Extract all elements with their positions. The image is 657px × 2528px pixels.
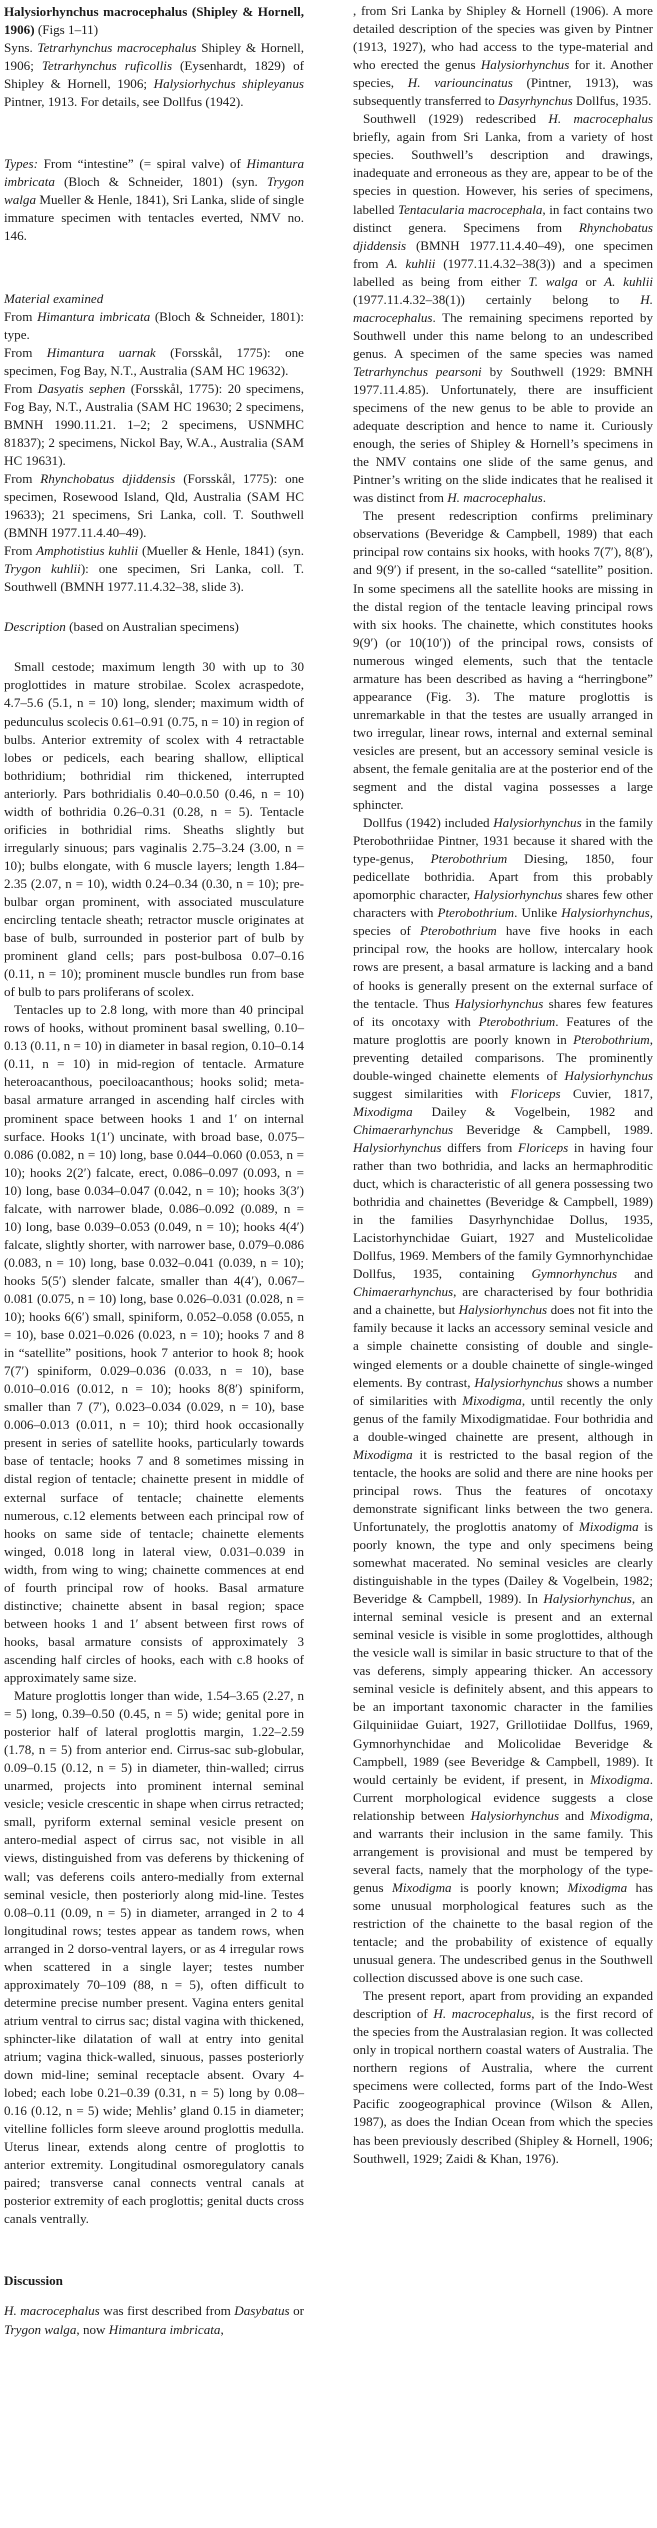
discussion-text: , species of (353, 905, 653, 939)
spacer (4, 636, 304, 658)
synonym-name: Tetrarhynchus ruficollis (41, 58, 173, 74)
discussion-text: The present report, apart from providing an expanded description of (353, 1988, 653, 2022)
species-name: A. kuhlii (386, 255, 436, 271)
species-name: H. macrocephalus (447, 490, 543, 506)
genus-name: Halysiorhynchus (493, 815, 582, 831)
discussion-paragraph-1-continued (353, 2, 653, 110)
discussion-text: shows a number of similarities with (353, 1374, 654, 1408)
genus-name: Pterobothrium (420, 923, 497, 939)
left-column (4, 0, 304, 2528)
genus-name: Gymnorhynchus (531, 1266, 618, 1282)
discussion-text: . Features of the mature proglottis are poorly known in (353, 1013, 653, 1047)
discussion-text: , is the first record of the species from the Australasian region. It was collected only in tropical northern coastal waters of Australia. The northern regions of Australia, where the current specimens were collected, forms part of the Indo-West Pacific zoogeographical province (Wilson & Allen, 1987), as does the Indian Ocean from which the species has been previously described (Shipley & Hornell, 1906; Southwell, 1929; Zaidi & Khan, 1976). (353, 2006, 653, 2166)
discussion-text: differs from (441, 1139, 519, 1155)
description-note: (based on Australian specimens) (65, 619, 239, 635)
species-name: Halysiorhynchus macrocephalus (Shipley & Hornell, 1906) (4, 4, 304, 38)
synonyms-paragraph (4, 39, 304, 111)
genus-name: Halysiorhynchus (561, 905, 650, 921)
discussion-text: . The remaining specimens reported by Southwell under this name belong to an undescribed genus. A specimen of the same species was named (353, 309, 653, 361)
discussion-paragraph-3: The present redescription confirms preliminary observations (Beveridge & Campbell, 1989) that each principal row contains six hooks, with hooks 7(7′), 8(8′), and 9(9′) if present, in the so-called “satellite” position. In some specimens all the satellite hooks are missing in the distal region of the tentacle leaving principal rows with six hooks. The chainette, which constitutes hooks 9(9′) (or 10(10′)) of the principal rows, consists of numerous winged elements, such that the tentacle armature has been described as having a “herringbone” appearance (Fig. 3). The mature proglottis is unremarkable in that the testes are usually arranged in two irregular, linear rows, internal and external seminal vesicles are present, but an accessory seminal vesicle is absent, the female genitalia are at the posterior end of the segment and the distal vagina possesses a large sphincter. (353, 508, 653, 813)
species-name: H. macrocephalus (433, 2006, 532, 2022)
discussion-heading: Discussion (4, 2273, 63, 2289)
species-name: T. walga (528, 273, 578, 289)
genus-name: Halysiorhynchus (473, 887, 563, 903)
description-label: Description (4, 619, 66, 635)
discussion-text: or (577, 273, 605, 289)
discussion-paragraph-5 (353, 1987, 653, 2167)
material-entry (4, 542, 304, 596)
material-entry (4, 344, 304, 380)
genus-name: Halysiorhynchus (564, 1067, 653, 1083)
genus-name: Mixodigma (590, 1807, 650, 1823)
discussion-text: Beveridge & Campbell, 1989. (453, 1121, 653, 1137)
discussion-text: briefly, again from Sri Lanka, from a variety of host species. Southwell’s description and drawings, inadequate and erroneous as they are, appear to be of the species in question. However, his series of specimens, labelled (353, 129, 653, 217)
discussion-text: and (559, 1807, 591, 1823)
species-name: Himantura imbricata (108, 2321, 221, 2337)
species-name: A. kuhlii (604, 273, 653, 289)
genus-name: Chimaerarhynchus (353, 1284, 454, 1300)
discussion-text: Cuvier, 1817, (560, 1085, 653, 1101)
discussion-text: . (542, 490, 547, 506)
entry-text: From (4, 344, 47, 360)
genus-name: Floriceps (510, 1085, 561, 1101)
description-paragraph-tentacles: Tentacles up to 2.8 long, with more than 40 principal rows of hooks, without prominent basal swelling, 0.10–0.13 (0.11, n = 10) in diameter in basal region, 0.10–0.14 (0.11, n = 10) in mid-region of tentacle. Armature heteroacanthous, poeciloacanthous; hooks solid; meta-basal armature arranged in ascending half circles with prominent space between hooks 1 and 1′ on internal surface. Hooks 1(1′) uncinate, with broad base, 0.075–0.086 (0.082, n = 10) long, base 0.044–0.060 (0.053, n = 10); hooks 2(2′) falcate, erect, 0.086–0.097 (0.093, n = 10) long, base 0.034–0.047 (0.042, n = 10); hooks 3(3′) falcate, with narrower blade, 0.086–0.092 (0.089, n = 10) long, base 0.039–0.053 (0.049, n = 10); hooks 4(4′) falcate, slightly shorter, with narrower base, 0.079–0.086 (0.083, n = 10) long, base 0.032–0.041 (0.039, n = 10); hooks 5(5′) slender falcate, smaller than 4(4′), 0.067–0.081 (0.075, n = 10) long, base 0.026–0.031 (0.028, n = 10); hooks 6(6′) small, spiniform, 0.052–0.058 (0.055, n = 10), base 0.021–0.026 (0.023, n = 10); hooks 7 and 8 in “satellite” positions, hook 7 anterior to hook 8; hook 7(7′) spiniform, 0.029–0.036 (0.033, n = 10), base 0.010–0.016 (0.012, n = 10); hooks 8(8′) spiniform, smaller than 7 (7′), 0.023–0.034 (0.029, n = 10), base 0.006–0.013 (0.011, n = 10); third hook occasionally present in series of satellite hooks, particularly towards base of tentacle; hooks 7 and 8 sometimes missing in distal region of tentacle; chainette present in middle of external surface of tentacle; chainette elements numerous, c.12 elements between each principal row of hooks on same side of tentacle; chainette elements winged, 0.018 long in lateral view, 0.031–0.039 in width, from wing to wing; chainette commences at end of fourth principal row of hooks. Basal armature distinctive; chainette absent in basal region; space between hooks 1 and 1′ absent between first rows of hooks, basal armature consists of approximately 3 ascending half circles of hooks, each with c.8 hooks of approximately same size. (4, 1002, 304, 1685)
discussion-text: it is restricted to the basal region of the tentacle, the hooks are solid and there are nine hooks per principal rows. Thus the features of oncotaxy demonstrate significant links between the two genera. Unfortunately, the proglottis anatomy of (353, 1446, 653, 1534)
species-name: H. macrocephalus (548, 111, 653, 127)
discussion-text: was first described from (99, 2303, 235, 2319)
synonym-text: (Eysenhardt, 1829) of Shipley & Hornell, 1906; (4, 58, 305, 92)
description-paragraph-proglottis: Mature proglottis longer than wide, 1.54–3.65 (2.27, n = 5) long, 0.39–0.50 (0.45, n = 5) wide; genital pore in posterior half of lateral proglottis margin, 1.22–2.59 (1.78, n = 5) from anterior end. Cirrus-sac sub-globular, 0.09–0.15 (0.12, n = 5) in diameter, thin-walled; cirrus unarmed, projects into prominent internal seminal vesicle; vesicle crescentic in shape when cirrus retracted; small, pyriform external seminal vesicle present on antero-medial aspect of cirrus sac, not visible in all views, distinguished from vas deferens by thickening of wall; vas deferens coils antero-medially from external seminal vesicle, then posteriorly along mid-line. Testes 0.08–0.11 (0.09, n = 5) in diameter, arranged in 2 to 4 longitudinal rows; testes appear as tandem rows, when arranged in 2 dorso-ventral layers, or as 4 irregular rows when scattered in a single layer; testes number approximately 70–109 (88, n = 5), often difficult to determine precise number present. Vagina enters genital atrium ventral to cirrus sac; distal vagina with thickened, sphincter-like dilatation of wall at entry into genital atrium; vagina thick-walled, sinuous, passes posteriorly down mid-line; seminal receptacle absent. Ovary 4-lobed; each lobe 0.21–0.39 (0.31, n = 5) long by 0.08–0.16 (0.12, n = 5) wide; Mehlis’ gland 0.15 in diameter; vitelline follicles form sleeve around proglottis medulla. Uterus linear, extends along centre of proglottis to anterior extremity. Longitudinal osmoregulatory canals paired; transverse canal connects ventral canals at posterior extremity of each proglottis; genital ducts cross canals ventrally. (4, 1688, 304, 2227)
genus-name: Pterobothrium (430, 851, 508, 867)
genus-name: Halysiorhynchus (474, 1374, 563, 1390)
genus-name: Dasybatus (234, 2303, 290, 2319)
genus-name: Halysiorhynchus (480, 57, 570, 73)
discussion-text: . Current morphological evidence suggests a close relationship between (353, 1771, 653, 1823)
discussion-text: , now (76, 2321, 109, 2337)
description-paragraph-scolex: Small cestode; maximum length 30 with up to 30 proglottides in mature strobilae. Scolex acraspedote, 4.7–5.6 (5.1, n = 10) long, slender; maximum width of pedunculus scolecis 0.61–0.91 (0.75, n = 10) in region of bulbs. Anterior extremity of scolex with 4 retractable lobes or pedicels, each bearing shallow, elliptical bothridium; bothridial rim thickened, interrupted anteriorly. Pars bothridialis 0.40–0.0.50 (0.46, n = 10) width of bothridia 0.26–0.31 (0.28, n = 5). Tentacle orificies in bothridial rims. Sheaths slightly but irregularly sinuous; pars vaginalis 2.75–3.24 (3.00, n = 10); bulbs elongate, with 6 muscle layers; length 1.84–2.35 (2.07, n = 10), width 0.24–0.34 (0.30, n = 10); pre-bulbar organ prominent, with associated musculature encircling tentacle sheath; retractor muscle originates at base of bulb, surrounded in posterior part of bulb by prominent gland cells; pars post-bulbosa 0.07–0.16 (0.11, n = 10); prominent muscle bundles run from base of bulb to pars proliferans of scolex. (4, 659, 304, 1000)
species-name: Tetrarhynchus pearsoni (353, 363, 482, 379)
synonym-text: Shipley & Hornell, 1906; (4, 40, 304, 74)
entry-text: (Forsskål, 1775): one specimen, Fog Bay, N.T., Australia (SAM HC 19632). (4, 344, 304, 378)
right-column (339, 0, 653, 2528)
discussion-text: , and warrants their inclusion in the same family. This arrangement is provisional and must be tempered by several facts, namely that the morphology of the type-genus (353, 1807, 653, 1895)
discussion-text: shares few features of its oncotaxy with (353, 995, 654, 1029)
material-heading: Material examined (4, 290, 104, 306)
spacer (4, 596, 304, 618)
genus-name: Mixodigma (391, 1879, 452, 1895)
genus-name: Mixodigma (567, 1879, 628, 1895)
species-name: H. macrocephalus (4, 2303, 100, 2319)
entry-text: (Forsskål, 1775): one specimen, Rosewood Island, Qld, Australia (SAM HC 19633); 21 specimens, Sri Lanka, coll. T. Southwell (BMNH 1977.11.4.40–49). (4, 470, 304, 541)
discussion-text: in the family Pterobothriidae Pintner, 1931 because it shared with the type-genus, (353, 815, 653, 867)
genus-name: Halysiorhynchus (458, 1302, 548, 1318)
discussion-text: shares few other characters with (353, 887, 653, 921)
discussion-text: by Southwell (1929: BMNH 1977.11.4.85). Unfortunately, there are insufficient specimens of the new genus to be able to provide an adequate description and hence to name it. Curiously enough, the series of Shipley & Hornell’s specimens in the NMV contains one slide of the same genus, and Pintner’s writing on the slide indicates that he realised it was distinct from (353, 363, 654, 506)
host-synonym: Trygon kuhlii (4, 561, 81, 577)
discussion-text: Dollfus (1942) included (363, 815, 494, 831)
discussion-text: has some unusual morphological features such as the restriction of the chainette to the basal region of the tentacle; and the probability of existence of equally unusual genera. The undescribed genus in the Southwell collection discussed above is one such case. (353, 1879, 653, 1986)
discussion-text: does not fit into the family because it lacks an accessory seminal vesicle and a simple chainette consisting of double and single-winged elements or a double chainette of single-winged elements. By contrast, (353, 1302, 653, 1390)
discussion-text: , an internal seminal vesicle is present and an external seminal vesicle is visible in some proglottides, although the vesicle wall is similar in basic structure to that of the vas deferens, simply appearing thicker. An accessory seminal vesicle is definitely absent, and this appears to be an important taxonomic character in the families Gilquiniidae Guiart, 1927, Grillotiidae Dollfus, 1969, Gymnorhynchidae and Molicolidae Beveridge & Campbell, 1989 (see Beveridge & Campbell, 1989). It would certainly be evident, if present, in (353, 1591, 653, 1787)
host-name: Amphotistius kuhlii (36, 543, 139, 559)
discussion-text: and (617, 1266, 654, 1282)
types-text: (Bloch & Schneider, 1801) (syn. (54, 174, 267, 190)
material-entry (4, 308, 304, 344)
genus-name: Pterobothrium (573, 1031, 650, 1047)
genus-name: Mixodigma (353, 1446, 413, 1462)
species-name: H. variouncinatus (407, 75, 513, 91)
host-name: Himantura imbricata (4, 156, 304, 190)
discussion-text: Diesing, 1850, four pedicellate bothridia. Apart from this probably apomorphic character, (353, 851, 654, 903)
genus-name: Mixodigma (353, 1103, 413, 1119)
discussion-text: , preventing detailed comparisons. The prominently double-winged chainette elements of (353, 1031, 653, 1083)
synonym-name: Tetrarhynchus macrocephalus (37, 40, 197, 56)
genus-name: Pterobothrium (478, 1013, 556, 1029)
entry-text: From (4, 543, 37, 559)
species-name: H. macrocephalus (353, 291, 653, 325)
entry-text: ): one specimen, Sri Lanka, coll. T. Southwell (BMNH 1977.11.4.32–38, slide 3). (4, 561, 304, 595)
synonym-text: Pintner, 1913. For details, see Dollfus (1942). (4, 94, 244, 110)
discussion-paragraph-2 (353, 110, 653, 507)
discussion-text: (Pintner, 1913), was subsequently transferred to (353, 75, 654, 109)
discussion-text: in having four rather than two bothridia, and lacks an hermaphroditic duct, which is characteristic of all genera possessing two bothridia and chainettes (Beveridge & Campbell, 1989) in the families Dasyrhynchidae Dollus, 1935, Lacistorhynchidae Guiart, 1927 and Mustelicolidae Dollfus, 1969. Members of the family Gymnorhynchidae Dollfus, 1935, containing (353, 1139, 653, 1282)
host-name: Rhynchobatus djiddensis (40, 470, 176, 486)
material-entry (4, 380, 304, 470)
genus-name: Pterobothrium (437, 905, 515, 921)
genus-name: Mixodigma (462, 1392, 522, 1408)
discussion-text: , are characterised by four bothridia and a chainette, but (353, 1284, 653, 1318)
genus-name: Halysiorhynchus (454, 995, 544, 1011)
entry-text: (Mueller & Henle, 1841) (syn. (138, 543, 304, 559)
host-synonym: Trygon walga (4, 174, 304, 208)
genus-name: Floriceps (518, 1139, 569, 1155)
discussion-text: have five hooks in each principal row, the hooks are hollow, intercalary hook rows are present, a basal armature is lacking and a band of hooks is generally present on the external surface of the tentacle. Thus (353, 923, 654, 1011)
figure-reference: (Figs 1–11) (34, 22, 99, 38)
species-name: Trygon walga (4, 2321, 77, 2337)
discussion-text: suggest similarities with (353, 1085, 511, 1101)
types-paragraph (4, 155, 304, 245)
discussion-text: or (289, 2303, 304, 2319)
genus-name: Chimaerarhynchus (353, 1121, 454, 1137)
genus-name: Halysiorhynchus (543, 1591, 632, 1607)
material-entry (4, 470, 304, 542)
discussion-text: Southwell (1929) redescribed (363, 111, 549, 127)
discussion-text: Dollfus, 1935. (572, 93, 652, 109)
spacer (4, 2290, 304, 2302)
entry-text: From (4, 308, 38, 324)
host-name: Himantura imbricata (37, 308, 151, 324)
genus-name: Halysiorhynchus (470, 1807, 560, 1823)
species-name: Rhynchobatus djiddensis (353, 219, 653, 253)
spacer (4, 111, 304, 155)
host-name: Dasyatis sephen (37, 380, 126, 396)
genus-name: Halysiorhynchus (353, 1139, 442, 1155)
description-heading (4, 618, 304, 636)
synonym-name: Halysiorhychus shipleyanus (153, 76, 304, 92)
host-name: Himantura uarnak (46, 344, 156, 360)
discussion-text: Dailey & Vogelbein, 1982 and (412, 1103, 653, 1119)
material-examined-section (4, 290, 304, 597)
discussion-text: , until recently the only genus of the family Mixodigmatidae. Four bothridia and a double-winged chainette are present, although in (353, 1392, 653, 1444)
synonyms-label: Syns. (4, 40, 38, 56)
species-name: Tentacularia macrocephala (398, 201, 543, 217)
spacer (4, 2228, 304, 2272)
discussion-text: is poorly known, the type and only specimens being somewhat macerated. No seminal vesicles are clearly distinguishable in the types (Dailey & Vogelbein, 1982; Beveridge & Campbell, 1989). In (353, 1518, 653, 1607)
genus-name: Dasyrhynchus (498, 93, 573, 109)
discussion-text: (BMNH 1977.11.4.40–49), one specimen from (353, 237, 653, 271)
entry-text: From (4, 380, 38, 396)
entry-text: From (4, 470, 41, 486)
discussion-text: is poorly known; (451, 1879, 568, 1895)
discussion-paragraph-1-start: H. macrocephalus was first described from Dasybatus or Trygon walga, now Himantura imbricata, (4, 2303, 304, 2337)
discussion-paragraph-4 (353, 814, 653, 1987)
entry-text: (Forsskål, 1775): 20 specimens, Fog Bay, N.T., Australia (SAM HC 19630; 2 specimens, BMNH 1990.11.21. 1–2; 2 specimens, USNMHC 81837); 2 specimens, Nickol Bay, W.A., Australia (SAM HC 19631). (4, 380, 304, 468)
genus-name: Mixodigma (579, 1518, 639, 1534)
discussion-text: , from Sri Lanka by Shipley & Hornell (1906). A more detailed description of the species was given by Pintner (1913, 1927), who had access to the type-material and who erected the genus (353, 3, 653, 73)
discussion-text: (1977.11.4.32–38(3)) and a specimen labelled as being from either (353, 255, 653, 289)
genus-name: Mixodigma (590, 1771, 650, 1787)
discussion-text: for it. Another species, (353, 57, 653, 91)
types-text: From “intestine” (= spiral valve) of (37, 156, 247, 172)
spacer (4, 246, 304, 290)
types-label: Types: (4, 156, 38, 172)
types-text: Mueller & Henle, 1841), Sri Lanka, slide of single immature specimen with tentacles everted, NMV no. 146. (4, 192, 304, 244)
discussion-text: (1977.11.4.32–38(1)) certainly belong to (353, 291, 641, 307)
discussion-text: , in fact contains two distinct genera. Specimens from (353, 201, 653, 235)
entry-text: (Bloch & Schneider, 1801): type. (4, 308, 304, 342)
species-heading (4, 3, 304, 39)
discussion-text: . Unlike (514, 905, 562, 921)
